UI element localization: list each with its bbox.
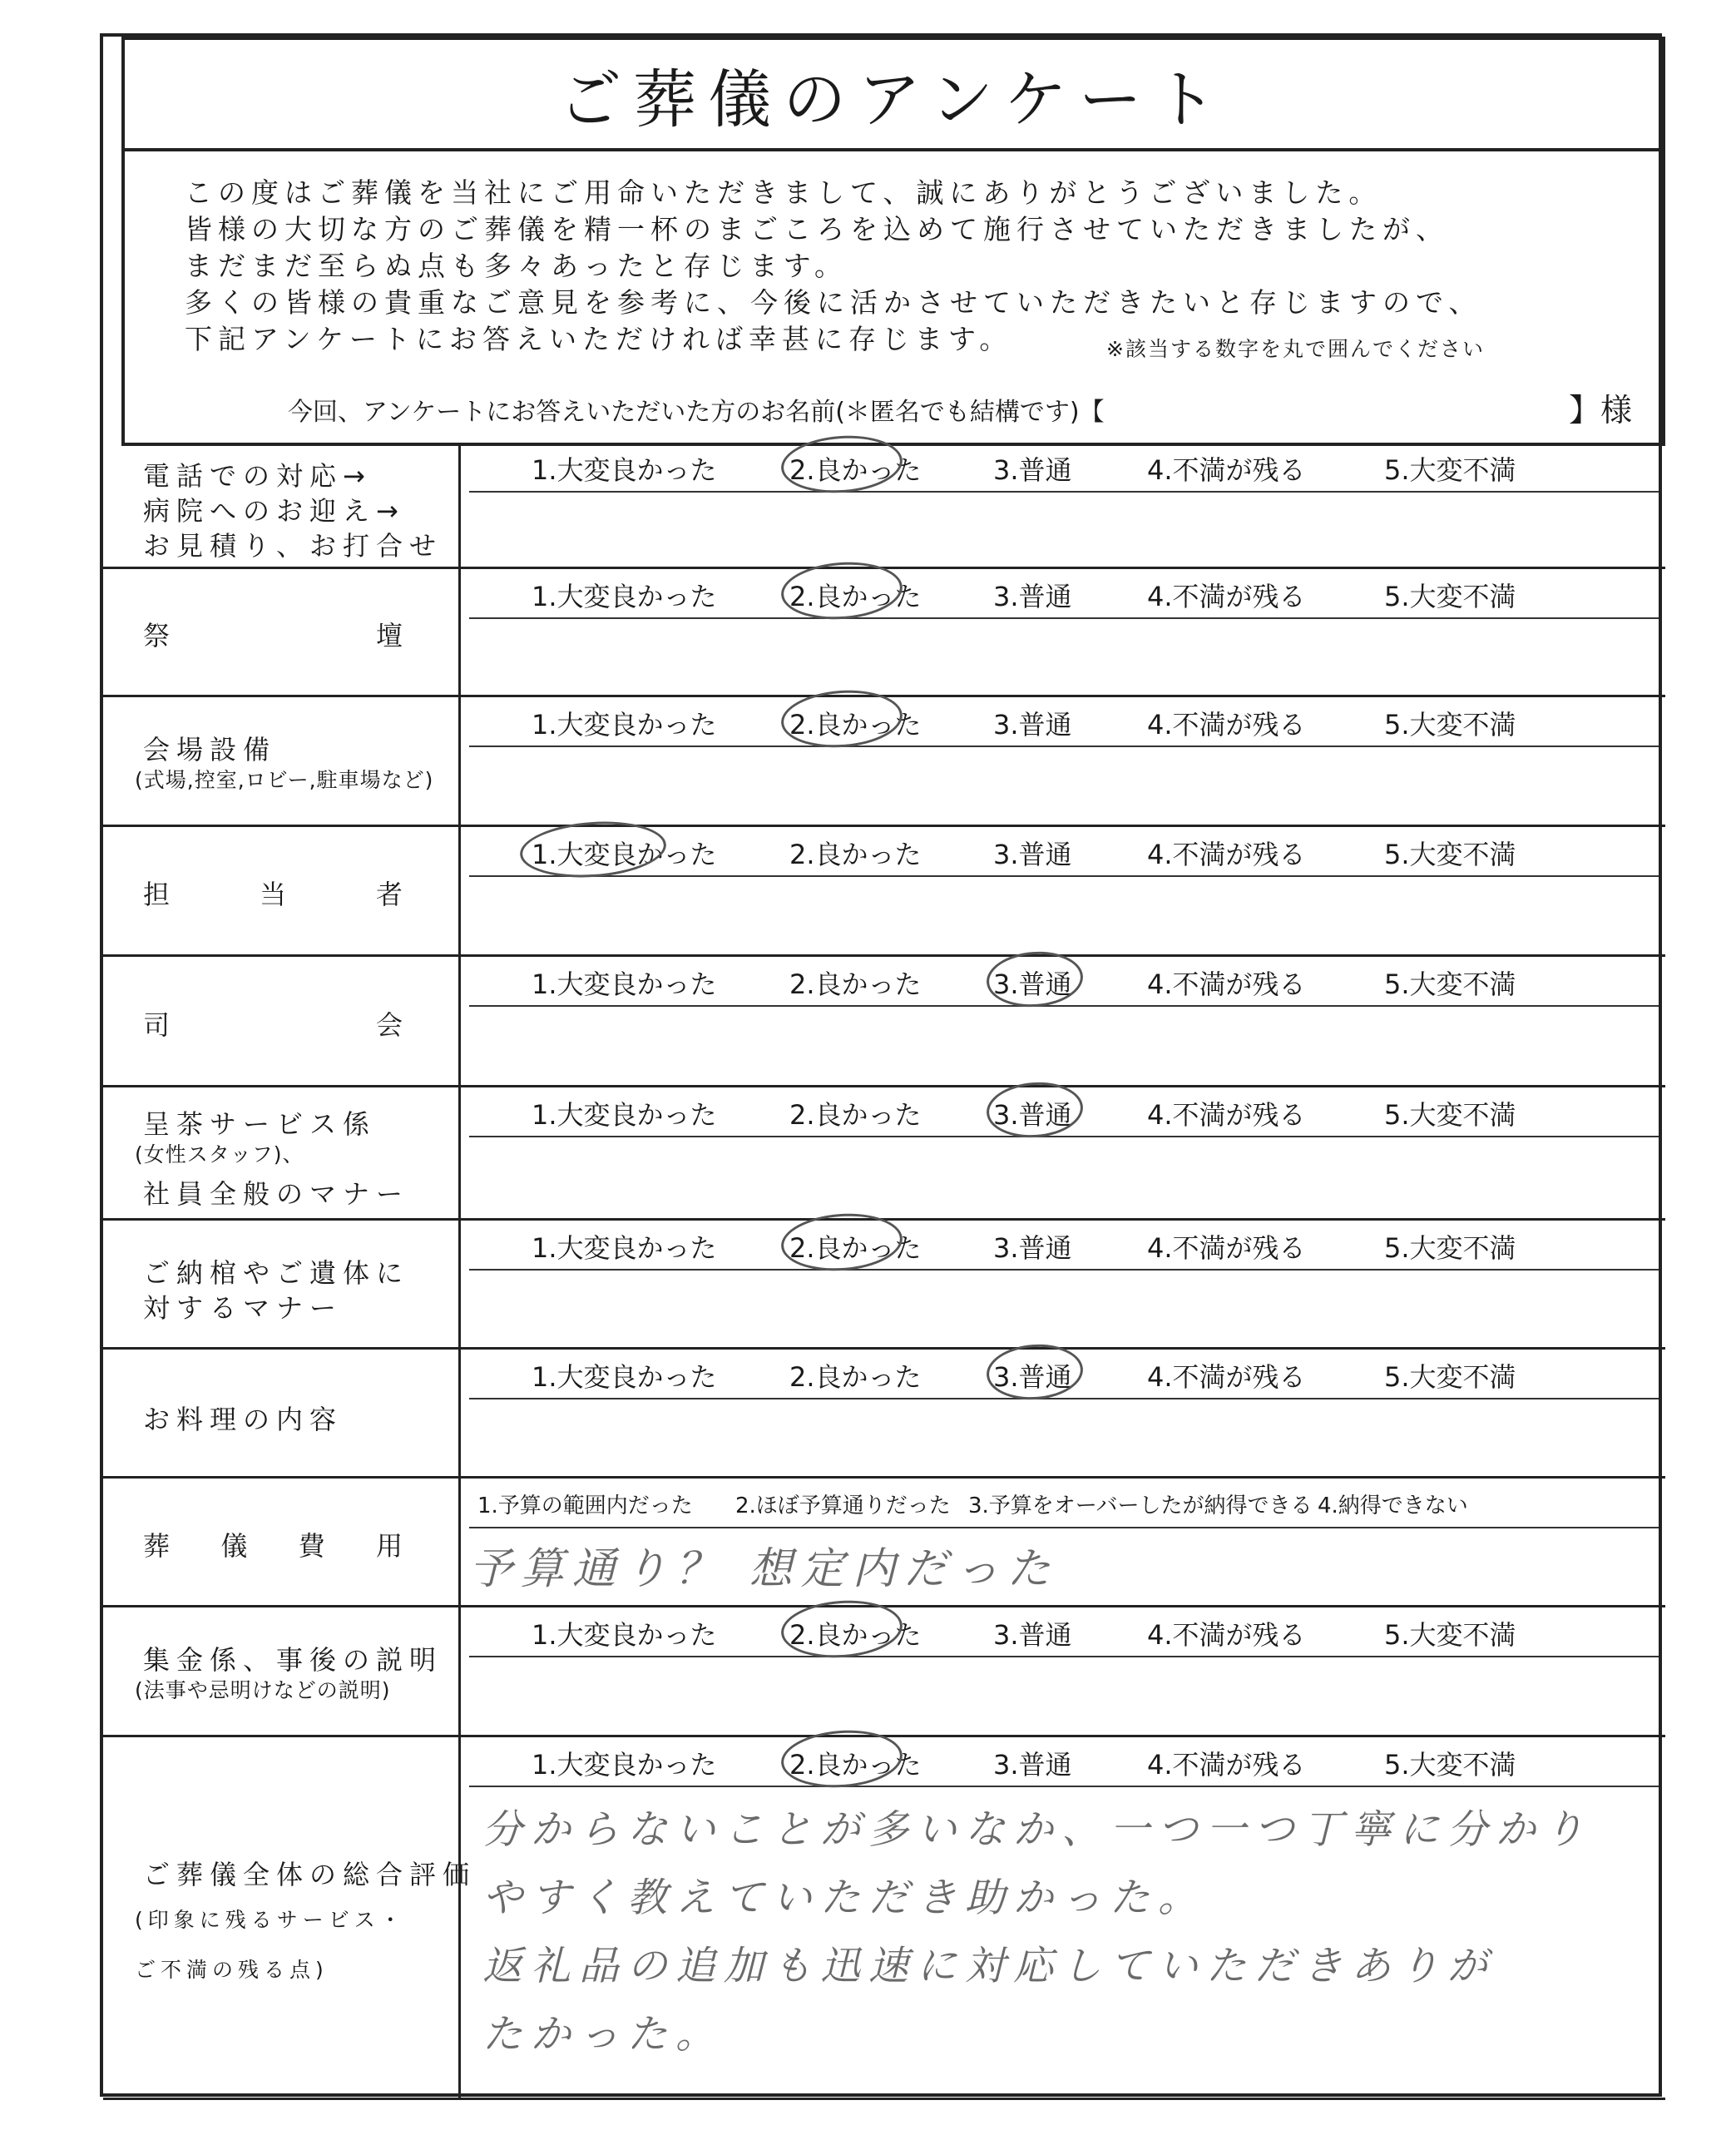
rating-option-4[interactable]: 4.不満が残る — [1147, 1361, 1306, 1393]
row-label: 対するマナー — [143, 1291, 344, 1324]
options-line — [469, 746, 1659, 747]
options-line — [469, 875, 1659, 877]
intro-section — [121, 148, 1665, 446]
survey-row — [103, 443, 1665, 569]
options-line — [469, 1136, 1659, 1137]
survey-row — [103, 569, 1665, 697]
rating-option-4[interactable]: 4.不満が残る — [1147, 1749, 1306, 1781]
rating-option-4[interactable]: 4.不満が残る — [1147, 1619, 1306, 1651]
row-label: (法事や忌明けなどの説明) — [135, 1678, 391, 1702]
row-label-cell — [103, 1737, 477, 2098]
intro-line: この度はご葬儀を当社にご用命いただきまして、誠にありがとうございました。 — [185, 176, 1382, 209]
survey-row — [103, 697, 1665, 827]
row-label — [143, 615, 409, 653]
row-label-char: 用 — [375, 1529, 409, 1562]
row-label-cell — [103, 1479, 461, 1605]
intro-line: 下記アンケートにお答えいただければ幸甚に存じます。 — [185, 323, 1013, 355]
row-label: ご不満の残る点) — [135, 1958, 329, 1982]
row-label-char: 費 — [298, 1529, 332, 1562]
rating-option-5[interactable]: 5.大変不満 — [1384, 1749, 1516, 1781]
rating-option-2[interactable]: 2.良かった — [789, 1099, 922, 1131]
rating-option-2[interactable]: 2.良かった — [789, 839, 922, 870]
row-label-cell — [103, 1607, 461, 1735]
row-label: 呈茶サービス係 — [143, 1108, 377, 1140]
row-label: (女性スタッフ)、 — [135, 1142, 304, 1167]
handwritten-comment-line: たかった。 — [482, 2011, 725, 2058]
rating-option-1[interactable]: 1.大変良かった — [532, 454, 717, 486]
row-label: お見積り、お打合せ — [143, 530, 443, 562]
options-line — [469, 1269, 1659, 1271]
survey-row — [103, 1607, 1665, 1737]
rating-option-3[interactable]: 3.普通 — [993, 1749, 1072, 1781]
row-label: 社員全般のマナー — [143, 1178, 410, 1210]
rating-option-4[interactable]: 4.不満が残る — [1147, 1232, 1306, 1264]
row-label-cell — [103, 443, 461, 567]
rating-option-1[interactable]: 1.大変良かった — [532, 1749, 717, 1781]
rating-option-5[interactable]: 5.大変不満 — [1384, 968, 1516, 1000]
rating-option-5[interactable]: 5.大変不満 — [1384, 581, 1516, 612]
rating-option-2[interactable]: 2.良かった — [789, 1232, 922, 1264]
row-label: ご葬儀全体の総合評価 — [143, 1859, 477, 1890]
rating-option-5[interactable]: 5.大変不満 — [1384, 709, 1516, 741]
rating-option-2[interactable]: 2.良かった — [789, 709, 922, 741]
rating-option-3[interactable]: 3.普通 — [993, 709, 1072, 741]
intro-line: まだまだ至らぬ点も多々あったと存じます。 — [185, 250, 848, 282]
options-line — [469, 1786, 1659, 1787]
rating-option-1[interactable]: 1.予算の範囲内だった — [477, 1493, 693, 1518]
rating-option-5[interactable]: 5.大変不満 — [1384, 1361, 1516, 1393]
rating-option-3[interactable]: 3.予算をオーバーしたが納得できる — [968, 1493, 1313, 1518]
handwritten-comment-line: 分からないことが多いなか、一つ一つ丁寧に分かり — [482, 1806, 1593, 1853]
rating-option-1[interactable]: 1.大変良かった — [532, 1232, 717, 1264]
survey-row — [103, 957, 1665, 1087]
row-label-char: 担 — [143, 879, 177, 910]
row-label-cell — [103, 697, 461, 825]
handwritten-comment-line: やすく教えていただき助かった。 — [482, 1875, 1207, 1921]
rating-option-4[interactable]: 4.不満が残る — [1147, 968, 1306, 1000]
selection-circle — [518, 817, 668, 882]
handwritten-comment: 予算通り？ 想定内だった — [469, 1544, 1059, 1594]
row-label-char: 祭 — [143, 620, 177, 651]
row-label-cell — [103, 1221, 461, 1347]
survey-row — [103, 1087, 1665, 1221]
row-label-char: 葬 — [143, 1529, 177, 1562]
row-label-cell — [103, 1087, 461, 1218]
row-label-char: 儀 — [220, 1529, 255, 1562]
row-label: 会場設備 — [143, 734, 277, 765]
page-title: ご葬儀のアンケート — [558, 62, 1229, 136]
options-line — [469, 1005, 1659, 1007]
rating-option-1[interactable]: 1.大変良かった — [532, 581, 717, 612]
rating-option-2[interactable]: 2.良かった — [789, 581, 922, 612]
survey-row — [103, 1350, 1665, 1479]
row-label: 病院へのお迎え→ — [143, 495, 405, 527]
rating-option-2[interactable]: 2.良かった — [789, 454, 922, 486]
rating-option-5[interactable]: 5.大変不満 — [1384, 1099, 1516, 1131]
row-label: 電話での対応→ — [143, 460, 372, 492]
row-label: ご納棺やご遺体に — [143, 1256, 410, 1289]
options-line — [469, 1527, 1659, 1528]
rating-option-4[interactable]: 4.不満が残る — [1147, 1099, 1306, 1131]
instruction-note: ※該当する数字を丸で囲んでください — [1106, 337, 1485, 361]
name-field-label: 今回、アンケートにお答えいただいた方のお名前(＊匿名でも結構です)【 — [288, 398, 1105, 427]
options-line — [469, 491, 1659, 493]
handwritten-comment-line: 返礼品の追加も迅速に対応していただきありが — [482, 1943, 1496, 1989]
options-line — [469, 1398, 1659, 1399]
name-field-suffix: 】様 — [1569, 392, 1633, 428]
row-label-cell — [103, 1350, 461, 1476]
rating-option-4[interactable]: 4.不満が残る — [1147, 839, 1306, 870]
title-box — [121, 37, 1665, 151]
row-label — [143, 874, 409, 912]
intro-line: 多くの皆様の貴重なご意見を参考に、今後に活かさせていただきたいと存じますので、 — [185, 286, 1482, 319]
rating-option-1[interactable]: 1.大変良かった — [532, 1619, 717, 1651]
survey-row — [103, 1221, 1665, 1350]
rating-option-3[interactable]: 3.普通 — [993, 1619, 1072, 1651]
rating-option-1[interactable]: 1.大変良かった — [532, 1099, 717, 1131]
rating-option-3[interactable]: 3.普通 — [993, 581, 1072, 612]
survey-row — [103, 827, 1665, 957]
rating-option-2[interactable]: 2.良かった — [789, 968, 922, 1000]
rating-option-1[interactable]: 1.大変良かった — [532, 1361, 717, 1393]
row-label-char: 者 — [375, 879, 409, 910]
rating-option-2[interactable]: 2.良かった — [789, 1361, 922, 1393]
rating-option-4[interactable]: 4.納得できない — [1318, 1493, 1468, 1518]
survey-row — [103, 1479, 1665, 1607]
row-label-cell — [103, 827, 461, 954]
row-label-char: 当 — [259, 879, 293, 910]
row-label-char: 会 — [375, 1008, 409, 1041]
rating-option-5[interactable]: 5.大変不満 — [1384, 454, 1516, 486]
row-label — [143, 1525, 409, 1563]
rating-option-4[interactable]: 4.不満が残る — [1147, 581, 1306, 612]
row-label-char: 司 — [143, 1008, 177, 1041]
rating-option-3[interactable]: 3.普通 — [993, 1232, 1072, 1264]
rating-option-3[interactable]: 3.普通 — [993, 968, 1072, 1000]
rating-option-5[interactable]: 5.大変不満 — [1384, 1619, 1516, 1651]
rating-option-4[interactable]: 4.不満が残る — [1147, 454, 1306, 486]
rating-option-2[interactable]: 2.良かった — [789, 1749, 922, 1781]
rating-option-3[interactable]: 3.普通 — [993, 454, 1072, 486]
row-label-cell — [103, 957, 461, 1085]
rating-option-3[interactable]: 3.普通 — [993, 1099, 1072, 1131]
options-line — [469, 1656, 1659, 1657]
rating-option-3[interactable]: 3.普通 — [993, 1361, 1072, 1393]
survey-row — [103, 1737, 1665, 2100]
rating-option-5[interactable]: 5.大変不満 — [1384, 839, 1516, 870]
intro-line: 皆様の大切な方のご葬儀を精一杯のまごころを込めて施行させていただきましたが、 — [185, 213, 1449, 245]
rating-option-1[interactable]: 1.大変良かった — [532, 968, 717, 1000]
row-label: 集金係、事後の説明 — [143, 1644, 443, 1676]
row-label — [143, 1004, 409, 1043]
row-label-char: 壇 — [375, 620, 409, 651]
rating-option-4[interactable]: 4.不満が残る — [1147, 709, 1306, 741]
options-line — [469, 617, 1659, 619]
rating-option-5[interactable]: 5.大変不満 — [1384, 1232, 1516, 1264]
rating-option-2[interactable]: 2.良かった — [789, 1619, 922, 1651]
row-label: (式場,控室,ロビー,駐車場など) — [135, 768, 434, 792]
row-label: (印象に残るサービス・ — [135, 1908, 406, 1932]
rating-option-1[interactable]: 1.大変良かった — [532, 709, 717, 741]
rating-option-2[interactable]: 2.ほぼ予算通りだった — [735, 1493, 951, 1518]
row-label: お料理の内容 — [143, 1403, 344, 1435]
rating-option-3[interactable]: 3.普通 — [993, 839, 1072, 870]
rating-option-1[interactable]: 1.大変良かった — [532, 839, 717, 870]
survey-form — [100, 33, 1662, 2097]
row-label-cell — [103, 569, 461, 695]
